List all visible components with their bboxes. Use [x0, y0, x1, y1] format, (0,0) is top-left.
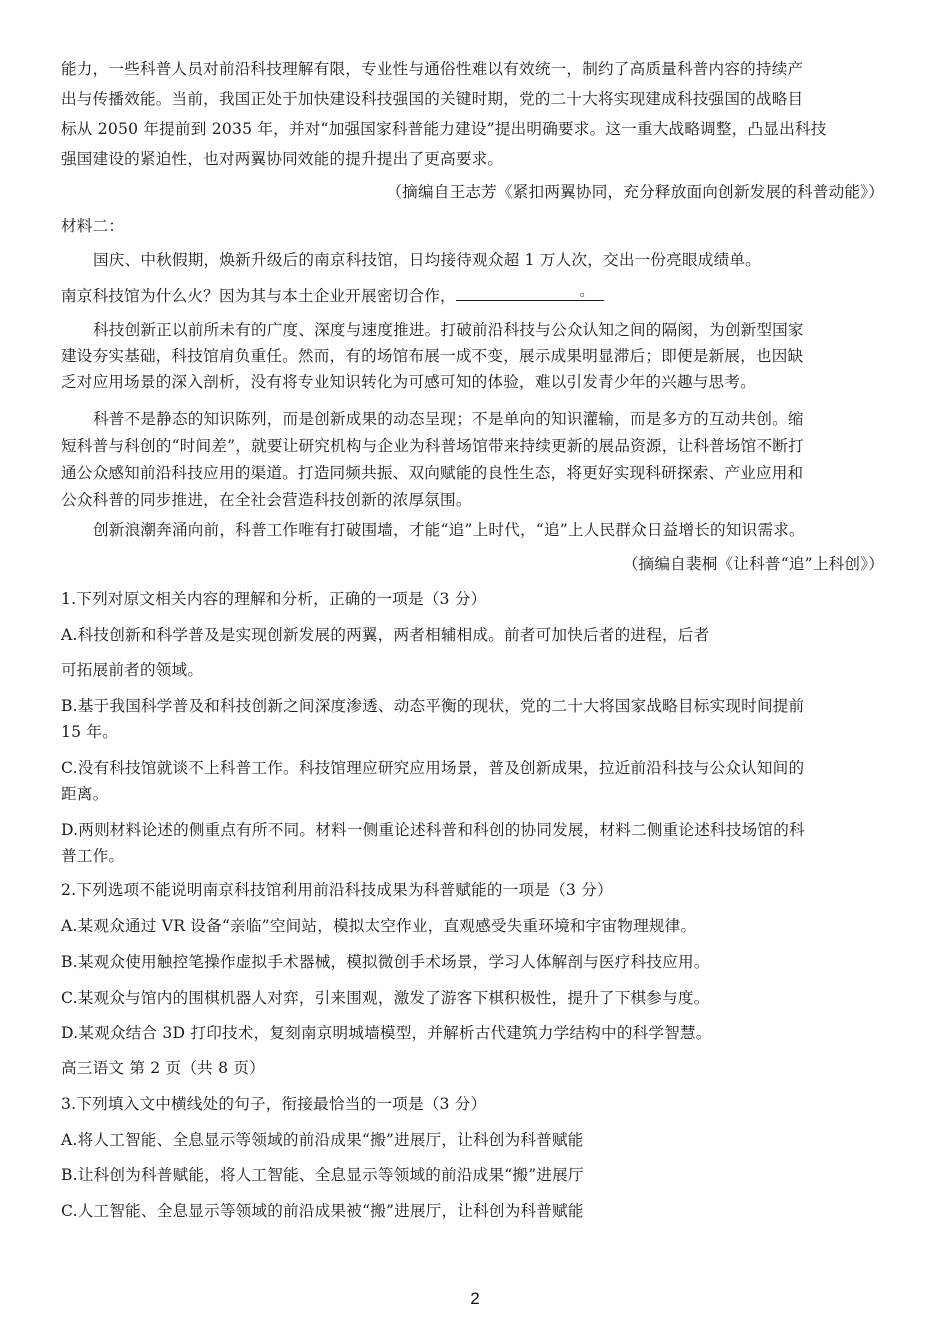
option-d-continued: 普工作。 — [61, 847, 125, 865]
blank-period: 。 — [579, 284, 594, 300]
source-citation: （摘编自王志芳《紧扣两翼协同，充分释放面向创新发展的科普动能》） — [386, 183, 884, 201]
fill-in-blank — [456, 284, 604, 301]
text-line: 强国建设的紧迫性，也对两翼协同效能的提升提出了更高要求。 — [61, 150, 504, 168]
option-a-continued: 可拓展前者的领域。 — [61, 661, 204, 679]
text-line: 科普不是静态的知识陈列，而是创新成果的动态呈现；不是单向的知识灌输，而是多方的互动共创。缩 — [93, 410, 804, 428]
text-line: 能力，一些科普人员对前沿科技理解有限，专业性与通俗性难以有效统一，制约了高质量科普内容的持续产 — [61, 60, 804, 78]
option-c: C.某观众与馆内的围棋机器人对弈，引来围观，激发了游客下棋积极性，提升了下棋参与度。 — [61, 989, 710, 1007]
option-b: B.让科创为科普赋能，将人工智能、全息显示等领域的前沿成果“搬”进展厅 — [61, 1166, 584, 1184]
option-b: B.某观众使用触控笔操作虚拟手术器械，模拟微创手术场景，学习人体解剖与医疗科技应用。 — [61, 953, 710, 971]
text-line: 乏对应用场景的深入剖析，没有将专业知识转化为可感可知的体验，难以引发青少年的兴趣与思考。 — [61, 373, 756, 391]
question-stem: 2.下列选项不能说明南京科技馆利用前沿科技成果为科普赋能的一项是（3 分） — [61, 881, 613, 899]
question-stem: 1.下列对原文相关内容的理解和分析，正确的一项是（3 分） — [61, 590, 487, 608]
option-d: D.两则材料论述的侧重点有所不同。材料一侧重论述科普和科创的协同发展，材料二侧重论述科技场馆的科 — [61, 821, 805, 839]
option-a: A.将人工智能、全息显示等领域的前沿成果“搬”进展厅，让科创为科普赋能 — [61, 1131, 584, 1149]
option-c: C.人工智能、全息显示等领域的前沿成果被“搬”进展厅，让科创为科普赋能 — [61, 1202, 584, 1220]
page-footer-inline: 高三语文 第 2 页（共 8 页） — [61, 1059, 265, 1077]
text-line: 通公众感知前沿科技应用的渠道。打造同频共振、双向赋能的良性生态，将更好实现科研探索、产业应用和 — [61, 464, 804, 482]
source-citation: （摘编自裴桐《让科普“追”上科创》） — [622, 555, 884, 573]
text-line: 公众科普的同步推进，在全社会营造科技创新的浓厚氛围。 — [61, 491, 472, 509]
option-b-continued: 15 年。 — [61, 723, 118, 741]
paragraph: 创新浪潮奔涌向前，科普工作唯有打破围墙，才能“追”上时代，“追”上人民群众日益增长的知识需求。 — [93, 521, 805, 539]
question-stem: 3.下列填入文中横线处的句子，衔接最恰当的一项是（3 分） — [61, 1095, 487, 1113]
section-heading: 材料二： — [61, 217, 125, 235]
option-d: D.某观众结合 3D 打印技术，复刻南京明城墙模型，并解析古代建筑力学结构中的科学智慧。 — [61, 1024, 712, 1042]
paragraph-with-blank — [61, 284, 891, 306]
text-line: 科技创新正以前所未有的广度、深度与速度推进。打破前沿科技与公众认知之间的隔阂，为创新型国家 — [93, 321, 804, 339]
text-line: 标从 2050 年提前到 2035 年，并对“加强国家科普能力建设”提出明确要求。这一重大战略调整，凸显出科技 — [61, 120, 827, 138]
option-c-continued: 距离。 — [61, 785, 109, 803]
paragraph-text: 南京科技馆为什么火？因为其与本土企业开展密切合作， — [61, 287, 456, 305]
paragraph: 国庆、中秋假期，焕新升级后的南京科技馆，日均接待观众超 1 万人次，交出一份亮眼成绩单。 — [93, 251, 761, 269]
page-number: 2 — [470, 1289, 480, 1308]
text-line: 建设夯实基础，科技馆肩负重任。然而，有的场馆布展一成不变，展示成果明显滞后；即便是新展，也因缺 — [61, 347, 804, 365]
option-c: C.没有科技馆就谈不上科普工作。科技馆理应研究应用场景，普及创新成果，拉近前沿科技与公众认知间的 — [61, 759, 805, 777]
option-a: A.科技创新和科学普及是实现创新发展的两翼，两者相辅相成。前者可加快后者的进程，后者 — [61, 626, 710, 644]
option-b: B.基于我国科学普及和科技创新之间深度渗透、动态平衡的现状，党的二十大将国家战略目标实现时间提前 — [61, 697, 805, 715]
text-line: 出与传播效能。当前，我国正处于加快建设科技强国的关键时期，党的二十大将实现建成科技强国的战略目 — [61, 90, 804, 108]
option-a: A.某观众通过 VR 设备“亲临”空间站，模拟太空作业，直观感受失重环境和宇宙物理规律。 — [61, 917, 697, 935]
text-line: 短科普与科创的“时间差”，就要让研究机构与企业为科普场馆带来持续更新的展品资源，让科普场馆不断打 — [61, 437, 804, 455]
